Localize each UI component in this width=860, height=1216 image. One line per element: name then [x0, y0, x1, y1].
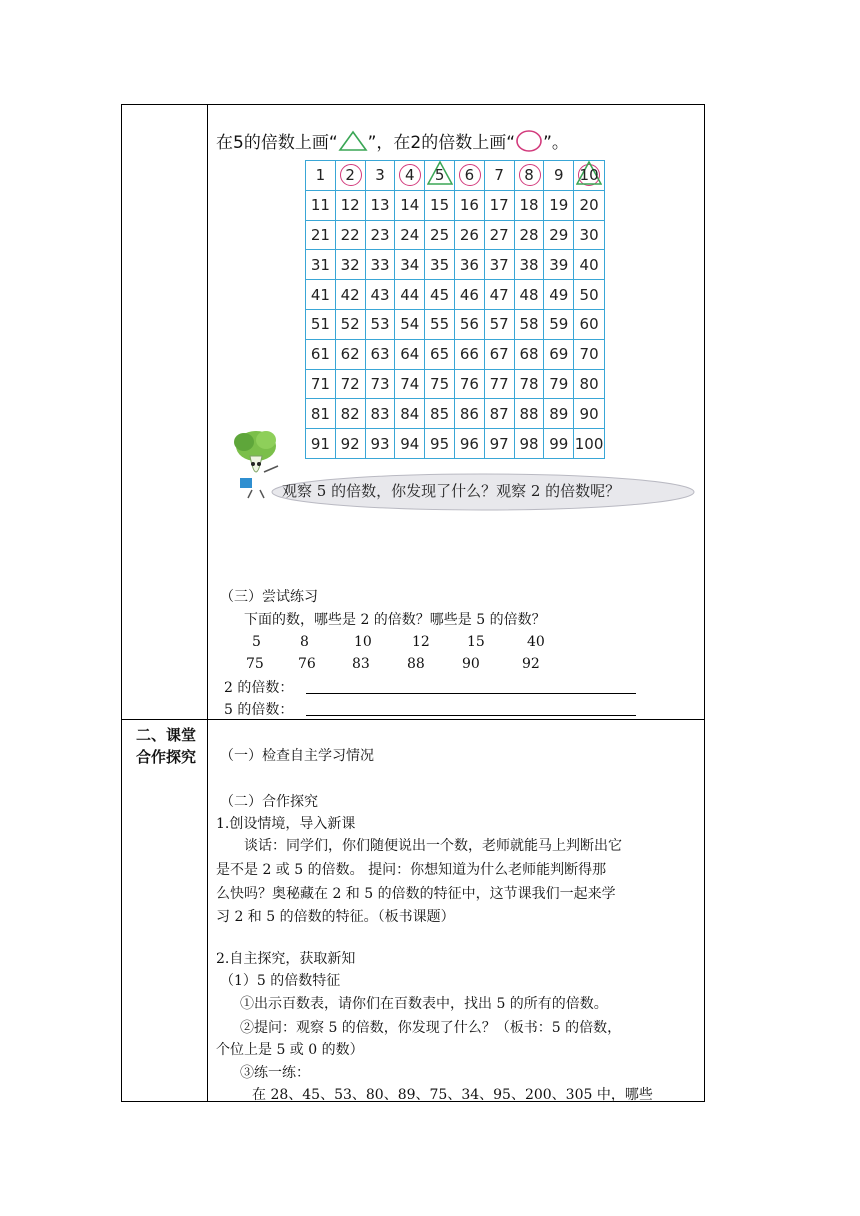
grid-cell-15: [425, 191, 455, 221]
grid-cell-4: [395, 161, 425, 191]
paragraph-13: ③练一练：: [240, 1065, 310, 1081]
paragraph-6: 么快吗？奥秘藏在 2 和 5 的倍数的特征中，这节课我们一起来学: [216, 886, 616, 902]
grid-number: 21: [310, 225, 330, 244]
grid-number: 92: [340, 435, 360, 454]
grid-cell-21: [306, 221, 336, 251]
practice-number: 92: [522, 656, 540, 672]
grid-cell-73: [366, 370, 396, 400]
grid-number: 11: [310, 196, 330, 215]
grid-cell-61: [306, 340, 336, 370]
grid-number: 75: [430, 374, 450, 393]
grid-number: 14: [400, 196, 420, 215]
grid-cell-59: [544, 310, 574, 340]
grid-number: 100: [574, 435, 604, 454]
grid-number: 90: [579, 404, 599, 423]
grid-number: 62: [340, 345, 360, 364]
grid-cell-25: [425, 221, 455, 251]
grid-number: 61: [310, 345, 330, 364]
grid-cell-100: [574, 429, 604, 459]
grid-number: 28: [519, 225, 539, 244]
grid-cell-41: [306, 280, 336, 310]
grid-cell-98: [515, 429, 545, 459]
triangle-icon: [338, 130, 368, 157]
grid-cell-94: [395, 429, 425, 459]
paragraph-4: 谈话：同学们，你们随便说出一个数，老师就能马上判断出它: [244, 838, 622, 854]
answer-line-2[interactable]: [306, 693, 636, 694]
instruction-part1: 在5的倍数上画“: [216, 133, 338, 153]
grid-cell-89: [544, 399, 574, 429]
answer-label-2: 2 的倍数：: [224, 680, 294, 696]
grid-cell-80: [574, 370, 604, 400]
grid-cell-42: [336, 280, 366, 310]
grid-cell-55: [425, 310, 455, 340]
paragraph-10: ①出示百数表，请你们在百数表中，找出 5 的所有的倍数。: [240, 996, 608, 1012]
grid-cell-49: [544, 280, 574, 310]
practice-number: 12: [412, 634, 430, 650]
grid-cell-64: [395, 340, 425, 370]
grid-cell-47: [485, 280, 515, 310]
grid-cell-71: [306, 370, 336, 400]
grid-number: 20: [579, 196, 599, 215]
grid-number: 33: [370, 255, 390, 274]
practice-question: 下面的数，哪些是 2 的倍数？哪些是 5 的倍数？: [244, 612, 546, 628]
grid-number: 5: [434, 166, 445, 185]
grid-number: 91: [310, 435, 330, 454]
grid-cell-31: [306, 250, 336, 280]
practice-heading: （三）尝试练习: [220, 589, 318, 605]
grid-cell-69: [544, 340, 574, 370]
practice-number: 88: [407, 656, 425, 672]
practice-number: 10: [354, 634, 372, 650]
grid-cell-70: [574, 340, 604, 370]
grid-cell-3: [366, 161, 396, 191]
grid-cell-60: [574, 310, 604, 340]
grid-cell-44: [395, 280, 425, 310]
grid-cell-37: [485, 250, 515, 280]
grid-cell-43: [366, 280, 396, 310]
grid-number: 71: [310, 374, 330, 393]
grid-number: 19: [549, 196, 569, 215]
grid-number: 80: [579, 374, 599, 393]
grid-cell-82: [336, 399, 366, 429]
grid-number: 94: [400, 435, 420, 454]
grid-cell-10: [574, 161, 604, 191]
paragraph-12: 个位上是 5 或 0 的数）: [216, 1042, 364, 1058]
grid-cell-95: [425, 429, 455, 459]
paragraph-8: 2.自主探究，获取新知: [216, 951, 356, 967]
grid-number: 13: [370, 196, 390, 215]
paragraph-11: ②提问：观察 5 的倍数，你发现了什么？（板书：5 的倍数，: [240, 1020, 622, 1036]
table-column-divider: [207, 104, 208, 1102]
grid-number: 43: [370, 285, 390, 304]
grid-cell-22: [336, 221, 366, 251]
grid-cell-93: [366, 429, 396, 459]
grid-cell-58: [515, 310, 545, 340]
grid-number: 59: [549, 315, 569, 334]
grid-number: 45: [430, 285, 450, 304]
grid-cell-23: [366, 221, 396, 251]
grid-cell-46: [455, 280, 485, 310]
grid-number: 22: [340, 225, 360, 244]
grid-cell-28: [515, 221, 545, 251]
paragraph-2: （二）合作探究: [220, 794, 318, 810]
grid-cell-77: [485, 370, 515, 400]
grid-number: 82: [340, 404, 360, 423]
paragraph-3: 1.创设情境，导入新课: [216, 816, 356, 832]
grid-cell-92: [336, 429, 366, 459]
paragraph-9: （1）5 的倍数特征: [220, 973, 341, 989]
grid-cell-96: [455, 429, 485, 459]
grid-number: 47: [489, 285, 509, 304]
table-row-divider: [121, 719, 705, 720]
instruction-line: [216, 128, 569, 157]
grid-cell-62: [336, 340, 366, 370]
grid-cell-54: [395, 310, 425, 340]
grid-number: 48: [519, 285, 539, 304]
grid-cell-5: [425, 161, 455, 191]
instruction-part3: ”。: [543, 133, 569, 153]
grid-number: 58: [519, 315, 539, 334]
grid-number: 66: [459, 345, 479, 364]
grid-number: 36: [459, 255, 479, 274]
grid-number: 76: [459, 374, 479, 393]
grid-number: 46: [459, 285, 479, 304]
grid-cell-74: [395, 370, 425, 400]
grid-cell-99: [544, 429, 574, 459]
grid-number: 25: [430, 225, 450, 244]
grid-cell-36: [455, 250, 485, 280]
grid-number: 6: [464, 166, 475, 185]
grid-cell-97: [485, 429, 515, 459]
grid-cell-91: [306, 429, 336, 459]
grid-cell-32: [336, 250, 366, 280]
grid-number: 50: [579, 285, 599, 304]
grid-cell-51: [306, 310, 336, 340]
grid-number: 83: [370, 404, 390, 423]
practice-number: 83: [352, 656, 370, 672]
grid-number: 42: [340, 285, 360, 304]
grid-number: 30: [579, 225, 599, 244]
grid-number: 18: [519, 196, 539, 215]
practice-number: 75: [246, 656, 264, 672]
grid-number: 96: [459, 435, 479, 454]
grid-cell-33: [366, 250, 396, 280]
grid-number: 93: [370, 435, 390, 454]
practice-number: 90: [462, 656, 480, 672]
grid-cell-17: [485, 191, 515, 221]
grid-cell-27: [485, 221, 515, 251]
grid-cell-66: [455, 340, 485, 370]
grid-number: 74: [400, 374, 420, 393]
table-border-left: [121, 104, 122, 1102]
grid-cell-76: [455, 370, 485, 400]
grid-cell-52: [336, 310, 366, 340]
grid-number: 34: [400, 255, 420, 274]
grid-cell-35: [425, 250, 455, 280]
grid-cell-63: [366, 340, 396, 370]
grid-number: 65: [430, 345, 450, 364]
grid-number: 86: [459, 404, 479, 423]
grid-number: 44: [400, 285, 420, 304]
grid-cell-39: [544, 250, 574, 280]
grid-cell-56: [455, 310, 485, 340]
grid-cell-50: [574, 280, 604, 310]
grid-cell-20: [574, 191, 604, 221]
grid-cell-38: [515, 250, 545, 280]
grid-number: 73: [370, 374, 390, 393]
grid-number: 85: [430, 404, 450, 423]
grid-number: 63: [370, 345, 390, 364]
grid-cell-7: [485, 161, 515, 191]
grid-cell-81: [306, 399, 336, 429]
answer-line-5[interactable]: [306, 715, 636, 716]
grid-cell-78: [515, 370, 545, 400]
grid-number: 67: [489, 345, 509, 364]
grid-number: 88: [519, 404, 539, 423]
grid-number: 69: [549, 345, 569, 364]
grid-cell-18: [515, 191, 545, 221]
instruction-part2: ”，在2的倍数上画“: [367, 133, 516, 153]
grid-number: 77: [489, 374, 509, 393]
grid-number: 10: [579, 166, 599, 185]
bubble-text: 观察 5 的倍数，你发现了什么？观察 2 的倍数呢？: [282, 482, 621, 500]
table-border-right: [704, 104, 705, 1102]
grid-number: 29: [549, 225, 569, 244]
paragraph-7: 习 2 和 5 的倍数的特征。（板书课题）: [216, 909, 455, 925]
grid-number: 38: [519, 255, 539, 274]
grid-number: 49: [549, 285, 569, 304]
grid-number: 1: [315, 166, 326, 185]
grid-number: 3: [375, 166, 385, 185]
grid-cell-2: [336, 161, 366, 191]
grid-number: 89: [549, 404, 569, 423]
grid-number: 53: [370, 315, 390, 334]
grid-cell-75: [425, 370, 455, 400]
grid-cell-84: [395, 399, 425, 429]
grid-cell-12: [336, 191, 366, 221]
grid-number: 78: [519, 374, 539, 393]
grid-cell-8: [515, 161, 545, 191]
grid-cell-30: [574, 221, 604, 251]
grid-cell-13: [366, 191, 396, 221]
grid-number: 64: [400, 345, 420, 364]
grid-cell-24: [395, 221, 425, 251]
grid-number: 2: [345, 166, 355, 185]
grid-number: 84: [400, 404, 420, 423]
grid-cell-19: [544, 191, 574, 221]
grid-number: 16: [459, 196, 479, 215]
grid-number: 72: [340, 374, 360, 393]
grid-number: 98: [519, 435, 539, 454]
grid-cell-86: [455, 399, 485, 429]
section-label: [126, 724, 206, 768]
grid-number: 8: [524, 166, 534, 185]
grid-cell-48: [515, 280, 545, 310]
circle-icon: [515, 130, 543, 157]
grid-cell-57: [485, 310, 515, 340]
practice-number: 8: [300, 634, 309, 650]
grid-number: 41: [310, 285, 330, 304]
grid-number: 97: [489, 435, 509, 454]
table-border-top: [121, 104, 705, 105]
grid-number: 27: [489, 225, 509, 244]
grid-cell-53: [366, 310, 396, 340]
section-label-line2: 合作探究: [135, 748, 196, 766]
grid-number: 99: [549, 435, 569, 454]
grid-cell-40: [574, 250, 604, 280]
grid-number: 55: [430, 315, 450, 334]
hundreds-table: [305, 160, 605, 459]
grid-number: 12: [340, 196, 360, 215]
practice-number: 40: [527, 634, 545, 650]
grid-cell-34: [395, 250, 425, 280]
grid-cell-6: [455, 161, 485, 191]
grid-number: 79: [549, 374, 569, 393]
grid-cell-79: [544, 370, 574, 400]
grid-cell-9: [544, 161, 574, 191]
grid-cell-1: [306, 161, 336, 191]
grid-number: 4: [405, 166, 415, 185]
grid-number: 23: [370, 225, 390, 244]
grid-number: 7: [494, 166, 504, 185]
grid-number: 95: [430, 435, 450, 454]
grid-number: 57: [489, 315, 509, 334]
grid-number: 17: [489, 196, 509, 215]
practice-number: 15: [467, 634, 485, 650]
grid-cell-88: [515, 399, 545, 429]
grid-number: 26: [459, 225, 479, 244]
grid-cell-14: [395, 191, 425, 221]
grid-cell-29: [544, 221, 574, 251]
section-label-line1: 二、课堂: [135, 726, 196, 744]
grid-cell-45: [425, 280, 455, 310]
grid-cell-68: [515, 340, 545, 370]
grid-cell-67: [485, 340, 515, 370]
grid-number: 9: [554, 166, 564, 185]
answer-label-5: 5 的倍数：: [224, 702, 294, 718]
grid-cell-16: [455, 191, 485, 221]
grid-number: 70: [579, 345, 599, 364]
grid-cell-65: [425, 340, 455, 370]
grid-cell-83: [366, 399, 396, 429]
grid-number: 60: [579, 315, 599, 334]
paragraph-14: 在 28、45、53、80、89、75、34、95、200、305 中，哪些: [252, 1087, 653, 1103]
grid-number: 15: [430, 196, 450, 215]
paragraph-5: 是不是 2 或 5 的倍数。 提问：你想知道为什么老师能判断得那: [216, 862, 607, 878]
grid-number: 56: [459, 315, 479, 334]
practice-number: 76: [298, 656, 316, 672]
grid-cell-87: [485, 399, 515, 429]
grid-number: 32: [340, 255, 360, 274]
grid-number: 37: [489, 255, 509, 274]
grid-number: 39: [549, 255, 569, 274]
practice-number: 5: [252, 634, 261, 650]
grid-number: 54: [400, 315, 420, 334]
grid-cell-85: [425, 399, 455, 429]
paragraph-1: （一）检查自主学习情况: [220, 748, 374, 764]
grid-number: 68: [519, 345, 539, 364]
grid-number: 52: [340, 315, 360, 334]
grid-number: 40: [579, 255, 599, 274]
grid-number: 81: [310, 404, 330, 423]
grid-cell-26: [455, 221, 485, 251]
grid-number: 35: [430, 255, 450, 274]
grid-cell-72: [336, 370, 366, 400]
grid-number: 31: [310, 255, 330, 274]
grid-number: 87: [489, 404, 509, 423]
grid-number: 51: [310, 315, 330, 334]
grid-cell-11: [306, 191, 336, 221]
grid-number: 24: [400, 225, 420, 244]
grid-cell-90: [574, 399, 604, 429]
